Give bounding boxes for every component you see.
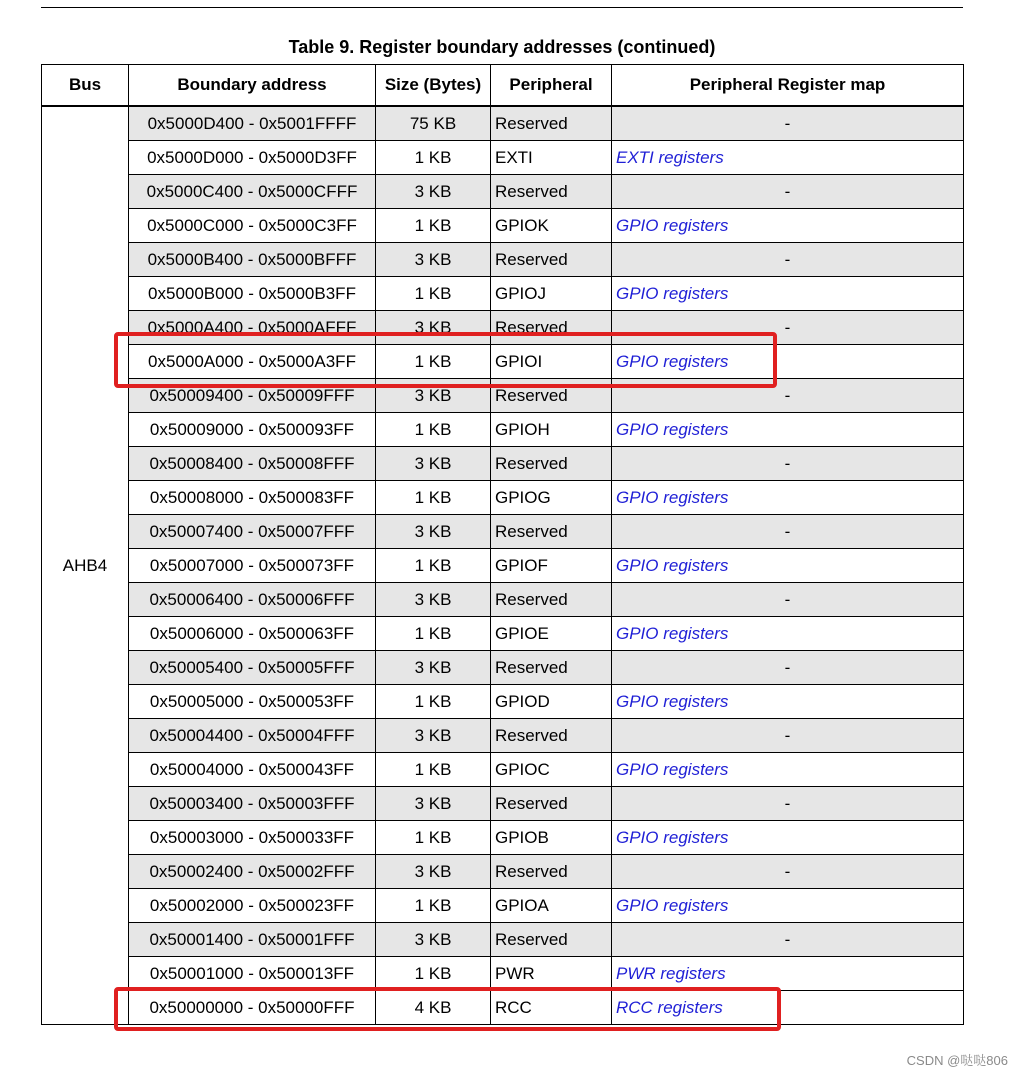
register-map-cell bbox=[612, 617, 964, 651]
table-row bbox=[42, 447, 964, 481]
address-cell: 0x50006000 - 0x500063FF bbox=[129, 617, 376, 651]
address-cell: 0x50007000 - 0x500073FF bbox=[129, 549, 376, 583]
watermark: CSDN @哒哒806 bbox=[906, 1053, 1008, 1068]
no-register-map: - bbox=[784, 249, 791, 269]
address-cell: 0x50008400 - 0x50008FFF bbox=[129, 447, 376, 481]
address-cell: 0x50003400 - 0x50003FFF bbox=[129, 787, 376, 821]
register-map-cell bbox=[612, 175, 964, 209]
address-cell: 0x5000C000 - 0x5000C3FF bbox=[129, 209, 376, 243]
table-row bbox=[42, 549, 964, 583]
size-cell: 3 KB bbox=[376, 311, 491, 345]
size-cell: 3 KB bbox=[376, 243, 491, 277]
address-cell: 0x5000B000 - 0x5000B3FF bbox=[129, 277, 376, 311]
address-cell: 0x50008000 - 0x500083FF bbox=[129, 481, 376, 515]
table-row bbox=[42, 923, 964, 957]
size-cell: 4 KB bbox=[376, 991, 491, 1025]
register-map-cell bbox=[612, 277, 964, 311]
table-row bbox=[42, 821, 964, 855]
header-peripheral: Peripheral bbox=[491, 65, 612, 107]
table-row bbox=[42, 175, 964, 209]
peripheral-cell: GPIOC bbox=[491, 753, 612, 787]
size-cell: 3 KB bbox=[376, 855, 491, 889]
table-row bbox=[42, 889, 964, 923]
table-row bbox=[42, 787, 964, 821]
table-row bbox=[42, 413, 964, 447]
size-cell: 1 KB bbox=[376, 141, 491, 175]
size-cell: 1 KB bbox=[376, 481, 491, 515]
register-map-link[interactable]: EXTI registers bbox=[616, 147, 724, 167]
register-map-cell bbox=[612, 515, 964, 549]
register-map-cell bbox=[612, 821, 964, 855]
peripheral-cell: Reserved bbox=[491, 719, 612, 753]
peripheral-cell: GPIOI bbox=[491, 345, 612, 379]
peripheral-cell: Reserved bbox=[491, 379, 612, 413]
register-map-cell bbox=[612, 651, 964, 685]
no-register-map: - bbox=[784, 725, 791, 745]
size-cell: 1 KB bbox=[376, 549, 491, 583]
register-map-cell bbox=[612, 209, 964, 243]
table-row bbox=[42, 753, 964, 787]
table-row bbox=[42, 243, 964, 277]
no-register-map: - bbox=[784, 861, 791, 881]
size-cell: 1 KB bbox=[376, 889, 491, 923]
peripheral-cell: RCC bbox=[491, 991, 612, 1025]
no-register-map: - bbox=[784, 589, 791, 609]
no-register-map: - bbox=[784, 181, 791, 201]
register-map-cell bbox=[612, 753, 964, 787]
table-row bbox=[42, 957, 964, 991]
register-map-link[interactable]: PWR registers bbox=[616, 963, 726, 983]
table-row bbox=[42, 277, 964, 311]
header-address: Boundary address bbox=[129, 65, 376, 107]
peripheral-cell: GPIOK bbox=[491, 209, 612, 243]
peripheral-cell: GPIOE bbox=[491, 617, 612, 651]
no-register-map: - bbox=[784, 317, 791, 337]
size-cell: 75 KB bbox=[376, 106, 491, 141]
address-cell: 0x50001000 - 0x500013FF bbox=[129, 957, 376, 991]
address-cell: 0x5000A400 - 0x5000AFFF bbox=[129, 311, 376, 345]
peripheral-cell: GPIOJ bbox=[491, 277, 612, 311]
bus-cell: AHB4 bbox=[42, 106, 129, 1025]
size-cell: 3 KB bbox=[376, 583, 491, 617]
peripheral-cell: PWR bbox=[491, 957, 612, 991]
peripheral-cell: Reserved bbox=[491, 787, 612, 821]
size-cell: 3 KB bbox=[376, 719, 491, 753]
size-cell: 1 KB bbox=[376, 685, 491, 719]
register-map-cell bbox=[612, 549, 964, 583]
size-cell: 1 KB bbox=[376, 957, 491, 991]
register-map-link[interactable]: RCC registers bbox=[616, 997, 723, 1017]
table-row bbox=[42, 685, 964, 719]
size-cell: 1 KB bbox=[376, 821, 491, 855]
register-map-link[interactable]: GPIO registers bbox=[616, 419, 729, 439]
register-map-link[interactable]: GPIO registers bbox=[616, 555, 729, 575]
peripheral-cell: Reserved bbox=[491, 583, 612, 617]
table-row bbox=[42, 855, 964, 889]
top-rule bbox=[41, 7, 963, 8]
size-cell: 1 KB bbox=[376, 277, 491, 311]
size-cell: 1 KB bbox=[376, 345, 491, 379]
address-cell: 0x50003000 - 0x500033FF bbox=[129, 821, 376, 855]
address-cell: 0x5000B400 - 0x5000BFFF bbox=[129, 243, 376, 277]
size-cell: 3 KB bbox=[376, 447, 491, 481]
header-map: Peripheral Register map bbox=[612, 65, 964, 107]
no-register-map: - bbox=[784, 657, 791, 677]
peripheral-cell: Reserved bbox=[491, 311, 612, 345]
table-row bbox=[42, 651, 964, 685]
table-row bbox=[42, 209, 964, 243]
table-row bbox=[42, 617, 964, 651]
peripheral-cell: Reserved bbox=[491, 243, 612, 277]
peripheral-cell: Reserved bbox=[491, 923, 612, 957]
header-size: Size (Bytes) bbox=[376, 65, 491, 107]
size-cell: 3 KB bbox=[376, 515, 491, 549]
size-cell: 3 KB bbox=[376, 923, 491, 957]
register-map-link[interactable]: GPIO registers bbox=[616, 623, 729, 643]
register-map-cell bbox=[612, 719, 964, 753]
peripheral-cell: Reserved bbox=[491, 855, 612, 889]
size-cell: 3 KB bbox=[376, 787, 491, 821]
no-register-map: - bbox=[784, 113, 791, 133]
register-map-cell bbox=[612, 141, 964, 175]
address-cell: 0x50005400 - 0x50005FFF bbox=[129, 651, 376, 685]
peripheral-cell: Reserved bbox=[491, 515, 612, 549]
table-caption: Table 9. Register boundary addresses (continued) bbox=[288, 37, 716, 57]
address-cell: 0x50002000 - 0x500023FF bbox=[129, 889, 376, 923]
table-row bbox=[42, 481, 964, 515]
no-register-map: - bbox=[784, 521, 791, 541]
register-table bbox=[41, 64, 964, 1025]
table-row bbox=[42, 583, 964, 617]
peripheral-cell: GPIOH bbox=[491, 413, 612, 447]
peripheral-cell: GPIOF bbox=[491, 549, 612, 583]
address-cell: 0x50007400 - 0x50007FFF bbox=[129, 515, 376, 549]
table-row bbox=[42, 515, 964, 549]
register-map-link[interactable]: GPIO registers bbox=[616, 827, 729, 847]
register-map-cell bbox=[612, 889, 964, 923]
address-cell: 0x5000D000 - 0x5000D3FF bbox=[129, 141, 376, 175]
address-cell: 0x50005000 - 0x500053FF bbox=[129, 685, 376, 719]
register-map-cell bbox=[612, 957, 964, 991]
register-map-link[interactable]: GPIO registers bbox=[616, 759, 729, 779]
register-map-cell bbox=[612, 787, 964, 821]
address-cell: 0x5000C400 - 0x5000CFFF bbox=[129, 175, 376, 209]
register-map-cell bbox=[612, 855, 964, 889]
register-map-cell bbox=[612, 447, 964, 481]
address-cell: 0x50002400 - 0x50002FFF bbox=[129, 855, 376, 889]
no-register-map: - bbox=[784, 793, 791, 813]
register-map-cell bbox=[612, 243, 964, 277]
register-map-link[interactable]: GPIO registers bbox=[616, 487, 729, 507]
peripheral-cell: Reserved bbox=[491, 447, 612, 481]
register-map-link[interactable]: GPIO registers bbox=[616, 895, 729, 915]
size-cell: 1 KB bbox=[376, 753, 491, 787]
address-cell: 0x5000D400 - 0x5001FFFF bbox=[129, 106, 376, 141]
size-cell: 3 KB bbox=[376, 651, 491, 685]
header-bus: Bus bbox=[42, 65, 129, 107]
address-cell: 0x50004400 - 0x50004FFF bbox=[129, 719, 376, 753]
register-map-cell bbox=[612, 481, 964, 515]
address-cell: 0x50004000 - 0x500043FF bbox=[129, 753, 376, 787]
register-map-link[interactable]: GPIO registers bbox=[616, 351, 729, 371]
register-map-cell bbox=[612, 583, 964, 617]
peripheral-cell: Reserved bbox=[491, 106, 612, 141]
table-row bbox=[42, 106, 964, 141]
table-row bbox=[42, 141, 964, 175]
no-register-map: - bbox=[784, 385, 791, 405]
address-cell: 0x50001400 - 0x50001FFF bbox=[129, 923, 376, 957]
register-map-link[interactable]: GPIO registers bbox=[616, 283, 729, 303]
address-cell: 0x50000000 - 0x50000FFF bbox=[129, 991, 376, 1025]
peripheral-cell: Reserved bbox=[491, 175, 612, 209]
register-map-cell bbox=[612, 923, 964, 957]
no-register-map: - bbox=[784, 453, 791, 473]
peripheral-cell: GPIOA bbox=[491, 889, 612, 923]
size-cell: 3 KB bbox=[376, 379, 491, 413]
size-cell: 1 KB bbox=[376, 413, 491, 447]
table-body bbox=[42, 106, 964, 1025]
size-cell: 3 KB bbox=[376, 175, 491, 209]
peripheral-cell: GPIOB bbox=[491, 821, 612, 855]
address-cell: 0x5000A000 - 0x5000A3FF bbox=[129, 345, 376, 379]
peripheral-cell: Reserved bbox=[491, 651, 612, 685]
highlight-box-rcc bbox=[114, 987, 781, 1031]
table-row bbox=[42, 719, 964, 753]
size-cell: 1 KB bbox=[376, 209, 491, 243]
register-map-link[interactable]: GPIO registers bbox=[616, 691, 729, 711]
peripheral-cell: GPIOD bbox=[491, 685, 612, 719]
peripheral-cell: GPIOG bbox=[491, 481, 612, 515]
address-cell: 0x50006400 - 0x50006FFF bbox=[129, 583, 376, 617]
highlight-box-gpioi bbox=[114, 332, 777, 388]
register-map-cell bbox=[612, 106, 964, 141]
peripheral-cell: EXTI bbox=[491, 141, 612, 175]
header-row bbox=[42, 65, 964, 107]
size-cell: 1 KB bbox=[376, 617, 491, 651]
no-register-map: - bbox=[784, 929, 791, 949]
address-cell: 0x50009400 - 0x50009FFF bbox=[129, 379, 376, 413]
register-map-link[interactable]: GPIO registers bbox=[616, 215, 729, 235]
register-map-cell bbox=[612, 685, 964, 719]
register-map-cell bbox=[612, 413, 964, 447]
address-cell: 0x50009000 - 0x500093FF bbox=[129, 413, 376, 447]
